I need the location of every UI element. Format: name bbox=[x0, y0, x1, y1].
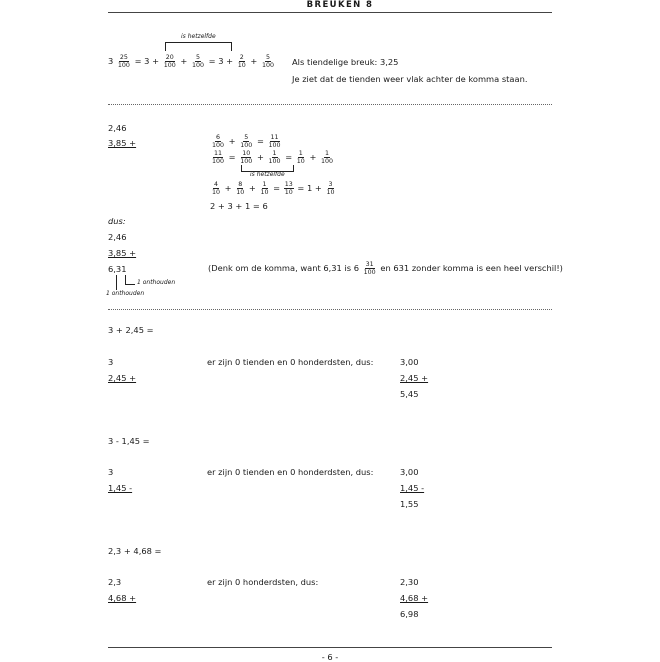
denominator: 100 bbox=[212, 158, 225, 165]
numerator: 5 bbox=[244, 134, 249, 141]
fraction bbox=[239, 134, 253, 149]
note-tenths: Je ziet dat de tienden weer vlak achter de komma staan. bbox=[292, 74, 528, 84]
numerator: 2 bbox=[239, 54, 244, 61]
bracket-label: is hetzelfde bbox=[181, 33, 216, 40]
numerator: 8 bbox=[238, 181, 243, 188]
denominator: 100 bbox=[262, 62, 275, 69]
fraction bbox=[211, 181, 221, 196]
fraction bbox=[211, 134, 225, 149]
note-text: en 631 zonder komma is een heel verschil!) bbox=[380, 263, 563, 273]
addend-b: 3,85 + bbox=[108, 138, 137, 148]
carry-note: 1 onthouden bbox=[106, 290, 145, 297]
page-number: - 6 - bbox=[321, 652, 339, 662]
equation-line-1 bbox=[108, 54, 276, 69]
bracket-top bbox=[165, 42, 232, 51]
denominator: 10 bbox=[236, 189, 245, 196]
denominator: 10 bbox=[284, 189, 293, 196]
fraction bbox=[320, 150, 334, 165]
operator: = bbox=[285, 152, 293, 162]
numerator: 5 bbox=[195, 54, 200, 61]
fraction bbox=[235, 181, 245, 196]
denominator: 100 bbox=[163, 62, 176, 69]
denominator: 10 bbox=[260, 189, 269, 196]
denominator: 100 bbox=[117, 62, 130, 69]
operator: + bbox=[180, 56, 188, 66]
fraction bbox=[239, 150, 253, 165]
answer: 5,45 bbox=[400, 389, 419, 399]
addend-a: 2,46 bbox=[108, 232, 127, 242]
numerator: 1 bbox=[272, 150, 277, 157]
denominator: 100 bbox=[212, 142, 225, 149]
question: 2,3 + 4,68 = bbox=[108, 546, 162, 556]
dus-label: dus: bbox=[108, 216, 126, 226]
comma-note bbox=[208, 261, 563, 276]
numerator: 13 bbox=[284, 181, 293, 188]
denominator: 100 bbox=[240, 158, 253, 165]
denominator: 100 bbox=[321, 158, 334, 165]
operator: = bbox=[273, 183, 281, 193]
numerator: 20 bbox=[165, 54, 174, 61]
denominator: 10 bbox=[212, 189, 221, 196]
fraction bbox=[326, 181, 336, 196]
work-line: 2,45 + bbox=[400, 373, 429, 383]
fraction bbox=[211, 150, 225, 165]
answer: 6,98 bbox=[400, 609, 419, 619]
page-header-title: BREUKEN 8 bbox=[306, 0, 374, 10]
explanation: er zijn 0 tienden en 0 honderdsten, dus: bbox=[207, 467, 374, 477]
operator: + bbox=[250, 56, 258, 66]
answer: 1,55 bbox=[400, 499, 419, 509]
bracket-label: is hetzelfde bbox=[250, 171, 285, 178]
fraction bbox=[191, 54, 205, 69]
operand: 3 bbox=[108, 357, 114, 367]
footer-rule bbox=[108, 647, 552, 648]
operator: + bbox=[248, 183, 256, 193]
fraction bbox=[163, 54, 177, 69]
fraction bbox=[284, 181, 294, 196]
denominator: 10 bbox=[296, 158, 305, 165]
addend-a: 2,46 bbox=[108, 123, 127, 133]
numerator: 3 bbox=[328, 181, 333, 188]
operator: = bbox=[256, 136, 264, 146]
sum-row: 2 + 3 + 1 = 6 bbox=[210, 201, 268, 211]
numerator: 1 bbox=[325, 150, 330, 157]
numerator: 25 bbox=[119, 54, 128, 61]
fraction-row-3 bbox=[210, 181, 337, 196]
explanation: er zijn 0 honderdsten, dus: bbox=[207, 577, 319, 587]
operator: = bbox=[228, 152, 236, 162]
denominator: 100 bbox=[363, 269, 376, 276]
numerator: 4 bbox=[214, 181, 219, 188]
operator: = 3 + bbox=[134, 56, 160, 66]
fraction bbox=[260, 181, 270, 196]
operator: + bbox=[309, 152, 317, 162]
denominator: 100 bbox=[191, 62, 204, 69]
work-line: 4,68 + bbox=[400, 593, 429, 603]
result: 6,31 bbox=[108, 264, 127, 274]
fraction bbox=[363, 261, 377, 276]
carry-line-1 bbox=[116, 275, 117, 290]
operator: + bbox=[256, 152, 264, 162]
header-rule bbox=[108, 12, 552, 13]
work-line: 2,30 bbox=[400, 577, 419, 587]
operand: 3 bbox=[108, 467, 114, 477]
fraction bbox=[296, 150, 306, 165]
work-line: 3,00 bbox=[400, 467, 419, 477]
operand: 1,45 - bbox=[108, 483, 133, 493]
operand: 2,3 bbox=[108, 577, 122, 587]
fraction bbox=[117, 54, 131, 69]
denominator: 10 bbox=[326, 189, 335, 196]
numerator: 6 bbox=[216, 134, 221, 141]
operator: = 3 + bbox=[208, 56, 234, 66]
question: 3 - 1,45 = bbox=[108, 436, 150, 446]
numerator: 11 bbox=[214, 150, 223, 157]
denominator: 100 bbox=[268, 158, 281, 165]
fraction-row-2 bbox=[210, 150, 335, 165]
carry-line-2 bbox=[125, 275, 135, 285]
denominator: 100 bbox=[240, 142, 253, 149]
numerator: 1 bbox=[262, 181, 267, 188]
addend-b: 3,85 + bbox=[108, 248, 137, 258]
section-divider bbox=[108, 104, 552, 105]
whole-number: 3 bbox=[108, 56, 114, 66]
operator: = 1 + bbox=[297, 183, 322, 193]
section-divider bbox=[108, 309, 552, 310]
numerator: 1 bbox=[298, 150, 303, 157]
operand: 2,45 + bbox=[108, 373, 137, 383]
note-text: (Denk om de komma, want 6,31 is 6 bbox=[208, 263, 360, 273]
denominator: 10 bbox=[237, 62, 246, 69]
numerator: 31 bbox=[365, 261, 374, 268]
numerator: 10 bbox=[242, 150, 251, 157]
question: 3 + 2,45 = bbox=[108, 325, 154, 335]
fraction-row-1 bbox=[210, 134, 283, 149]
explanation: er zijn 0 tienden en 0 honderdsten, dus: bbox=[207, 357, 374, 367]
fraction bbox=[268, 134, 282, 149]
note-decimal: Als tiendelige breuk: 3,25 bbox=[292, 57, 399, 67]
numerator: 11 bbox=[270, 134, 279, 141]
work-line: 3,00 bbox=[400, 357, 419, 367]
fraction bbox=[261, 54, 275, 69]
denominator: 100 bbox=[268, 142, 281, 149]
carry-note: 1 onthouden bbox=[137, 279, 176, 286]
fraction bbox=[237, 54, 247, 69]
operand: 4,68 + bbox=[108, 593, 137, 603]
fraction bbox=[268, 150, 282, 165]
numerator: 5 bbox=[266, 54, 271, 61]
work-line: 1,45 - bbox=[400, 483, 425, 493]
operator: + bbox=[224, 183, 232, 193]
operator: + bbox=[228, 136, 236, 146]
